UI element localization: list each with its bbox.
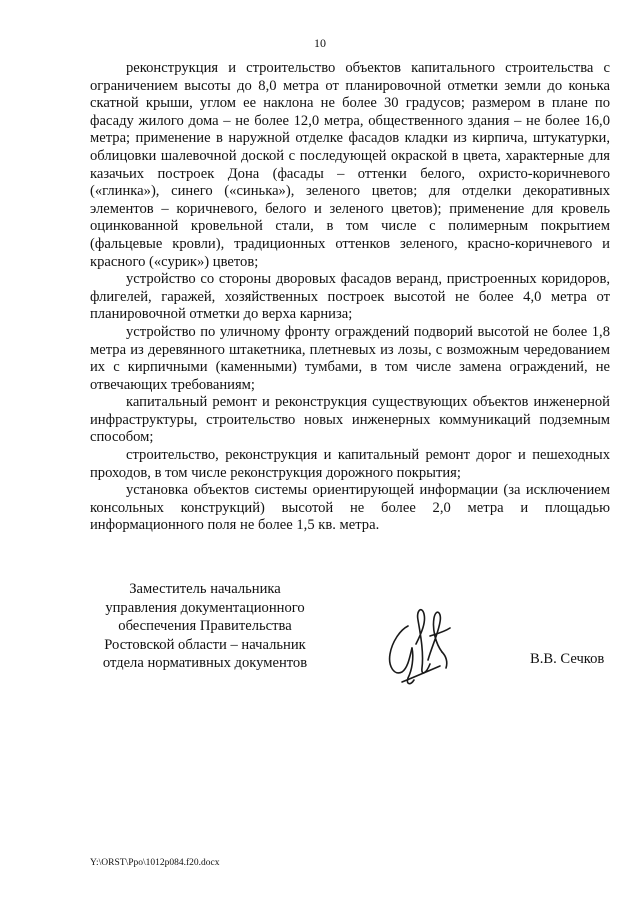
paragraph-information-system: установка объектов системы ориентирующей информации (за исключением консольных конструкций) высотой не более 2,0 метра и площадью информационного поля не более 1,5 кв. метра.	[90, 482, 610, 534]
position-line: управления документационного	[105, 599, 305, 616]
position-line: Ростовской области – начальник	[104, 636, 306, 653]
handwritten-signature	[382, 596, 454, 692]
paragraph-roads: строительство, реконструкция и капитальный ремонт дорог и пешеходных проходов, в том числе реконструкция дорожного покрытия;	[90, 447, 610, 481]
signatory-position	[90, 580, 320, 673]
page-number: 10	[314, 36, 326, 50]
position-line: Заместитель начальника	[129, 581, 281, 597]
paragraph-courtyard-facades: устройство со стороны дворовых фасадов веранд, пристроенных коридоров, флигелей, гаражей, хозяйственных построек высотой не более 4,0 метра от планировочной отметки до верха карниза;	[90, 271, 610, 323]
document-body	[90, 60, 610, 535]
paragraph-engineering-infrastructure: капитальный ремонт и реконструкция существующих объектов инженерной инфраструктуры, строительство новых инженерных коммуникаций подземным способом;	[90, 394, 610, 446]
file-path: Y:\ORST\Ppo\1012p084.f20.docx	[90, 858, 220, 868]
paragraph-street-fences: устройство по уличному фронту ограждений подворий высотой не более 1,8 метра из деревянного штакетника, плетневых из лозы, с возможным чередованием их с кирпичными (каменными) тумбами, в том числе замена ограждений, не отвечающих требованиям;	[90, 323, 610, 393]
signer-name: В.В. Сечков	[530, 651, 605, 667]
paragraph-reconstruction: реконструкция и строительство объектов капитального строительства с ограничением высоты до 8,0 метра от планировочной отметки земли до конька скатной крыши, углом ее наклона не более 30 градусов; размером в плане по фасаду жилого дома – не более 12,0 метра, общественного здания – не более 16,0 метра; применение в наружной отделке фасадов кладки из кирпича, штукатурки, облицовки шалевочной доской с последующей окраской в цвета, характерные для казачьих построек Дона (фасады – оттенки белого, охристо-коричневого («глинка»), синего («синька»), зеленого цветов; для отделки декоративных элементов – коричневого, белого и зеленого цветов); применение для кровель оцинкованной кровельной стали, в том числе с полимерным покрытием (фальцевые кровли), традиционных оттенков зеленого, красно-коричневого и красного («сурик») цветов;	[90, 60, 610, 270]
position-line: обеспечения Правительства	[118, 618, 292, 634]
position-line: отдела нормативных документов	[102, 655, 308, 671]
